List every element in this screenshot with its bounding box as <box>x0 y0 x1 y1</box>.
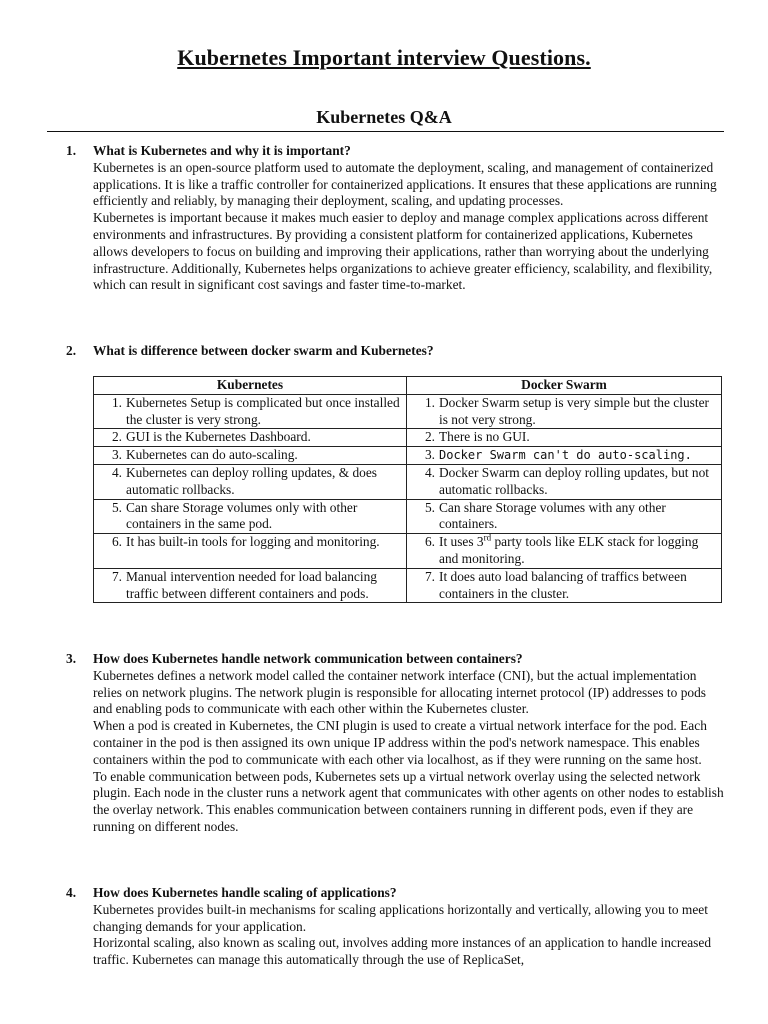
column-header-kubernetes: Kubernetes <box>94 377 407 395</box>
question-4 <box>66 885 726 969</box>
answer-body <box>93 160 726 294</box>
column-header-docker-swarm: Docker Swarm <box>407 377 722 395</box>
answer-body <box>93 668 726 836</box>
question-heading: How does Kubernetes handle scaling of applications? <box>93 885 397 900</box>
table-row <box>94 568 722 603</box>
kubernetes-cell: Kubernetes Setup is complicated but once installed the cluster is very strong. <box>126 394 400 427</box>
docker-swarm-cell <box>439 534 721 568</box>
table-header-row <box>94 377 722 395</box>
question-heading: How does Kubernetes handle network communication between containers? <box>93 651 523 666</box>
row-number: 3. <box>424 447 435 463</box>
question-heading: What is Kubernetes and why it is important? <box>93 143 351 158</box>
answer-paragraph: When a pod is created in Kubernetes, the CNI plugin is used to create a virtual network interface for the pod. Each container in the pod is then assigned its own unique IP address within the pod's network namespace. This enables containers within the pod to communicate with each other via localhost, as if they were running on the same host. <box>93 718 707 767</box>
docker-swarm-cell: It does auto load balancing of traffics between containers in the cluster. <box>439 568 687 601</box>
row-number: 6. <box>111 534 122 550</box>
row-number: 3. <box>111 447 122 463</box>
document-subtitle: Kubernetes Q&A <box>316 107 452 127</box>
kubernetes-cell: GUI is the Kubernetes Dashboard. <box>126 429 311 445</box>
row-number: 2. <box>424 429 435 445</box>
row-number: 5. <box>111 499 122 515</box>
docker-swarm-cell: Docker Swarm setup is very simple but the cluster is not very strong. <box>439 394 709 427</box>
table-row <box>94 464 722 499</box>
row-number: 2. <box>111 429 122 445</box>
row-number: 4. <box>424 464 435 480</box>
docker-swarm-cell: Can share Storage volumes with any other containers. <box>439 499 666 532</box>
kubernetes-cell: It has built-in tools for logging and monitoring. <box>126 534 380 550</box>
table-row <box>94 429 722 447</box>
row-number: 1. <box>424 394 435 410</box>
table-row <box>94 534 722 569</box>
superscript-ordinal: rd <box>483 532 492 543</box>
answer-paragraph: Kubernetes provides built-in mechanisms for scaling applications horizontally and vertically, allowing you to meet changing demands for your application. <box>93 901 708 934</box>
table-row <box>94 499 722 534</box>
row-number: 7. <box>424 568 435 584</box>
row-number: 1. <box>111 394 122 410</box>
row-number: 4. <box>111 464 122 480</box>
kubernetes-cell: Kubernetes can do auto-scaling. <box>126 447 298 463</box>
question-number: 1. <box>66 143 77 158</box>
question-number: 4. <box>66 885 77 900</box>
answer-paragraph: Kubernetes defines a network model called the container network interface (CNI), but the actual implementation relies on network plugins. The network plugin is responsible for allocating internet protocol (IP) addresses to pods and enabling pods to communicate with each other within the Kubernetes cluster. <box>93 667 706 717</box>
answer-paragraph: Horizontal scaling, also known as scaling out, involves adding more instances of an application to handle increased traffic. Kubernetes can manage this automatically through the use of ReplicaSet, <box>93 935 712 968</box>
kubernetes-cell: Manual intervention needed for load balancing traffic between different containers and pods. <box>126 568 377 601</box>
comparison-table <box>93 376 722 603</box>
question-1 <box>66 143 726 294</box>
cell-text: It uses 3 <box>439 534 484 550</box>
answer-paragraph: Kubernetes is important because it makes much easier to deploy and manage complex applications across different environments and infrastructures. By providing a consistent platform for containerized applications, Kubernetes allows developers to focus on building and improving their applications, rather than worrying about the underlying infrastructure. Additionally, Kubernetes helps organizations to achieve greater efficiency, scalability, and flexibility, which can result in significant cost savings and faster time-to-market. <box>93 210 713 293</box>
question-heading: What is difference between docker swarm and Kubernetes? <box>93 343 434 358</box>
docker-swarm-cell: Docker Swarm can deploy rolling updates, but not automatic rollbacks. <box>439 464 709 497</box>
question-2 <box>66 343 726 360</box>
document-title: Kubernetes Important interview Questions. <box>177 45 591 70</box>
question-number: 3. <box>66 651 77 666</box>
table-row <box>94 394 722 429</box>
answer-body <box>93 902 726 969</box>
cell-text: party tools like ELK stack for logging and monitoring. <box>439 534 699 566</box>
answer-paragraph: To enable communication between pods, Kubernetes sets up a virtual network overlay using the selected network plugin. Each node in the cluster runs a network agent that communicates with other agents on other nodes to establish the overlay network. This enables communication between containers running in different pods, even if they are running on different nodes. <box>93 768 724 834</box>
kubernetes-cell: Can share Storage volumes only with other containers in the same pod. <box>126 499 358 532</box>
table-row <box>94 447 722 465</box>
docker-swarm-cell: Docker Swarm can't do auto-scaling. <box>439 448 692 463</box>
row-number: 7. <box>111 568 122 584</box>
title-divider <box>47 131 724 132</box>
docker-swarm-cell: There is no GUI. <box>439 429 530 445</box>
row-number: 5. <box>424 499 435 515</box>
kubernetes-cell: Kubernetes can deploy rolling updates, & does automatic rollbacks. <box>126 464 378 497</box>
row-number: 6. <box>424 534 435 550</box>
question-3 <box>66 651 726 836</box>
question-number: 2. <box>66 343 77 358</box>
answer-paragraph: Kubernetes is an open-source platform used to automate the deployment, scaling, and management of containerized applications. It is like a traffic controller for containerized applications. It ensures that these applications are running efficiently and reliably, by managing their deployment, scaling, and updating processes. <box>93 159 717 209</box>
